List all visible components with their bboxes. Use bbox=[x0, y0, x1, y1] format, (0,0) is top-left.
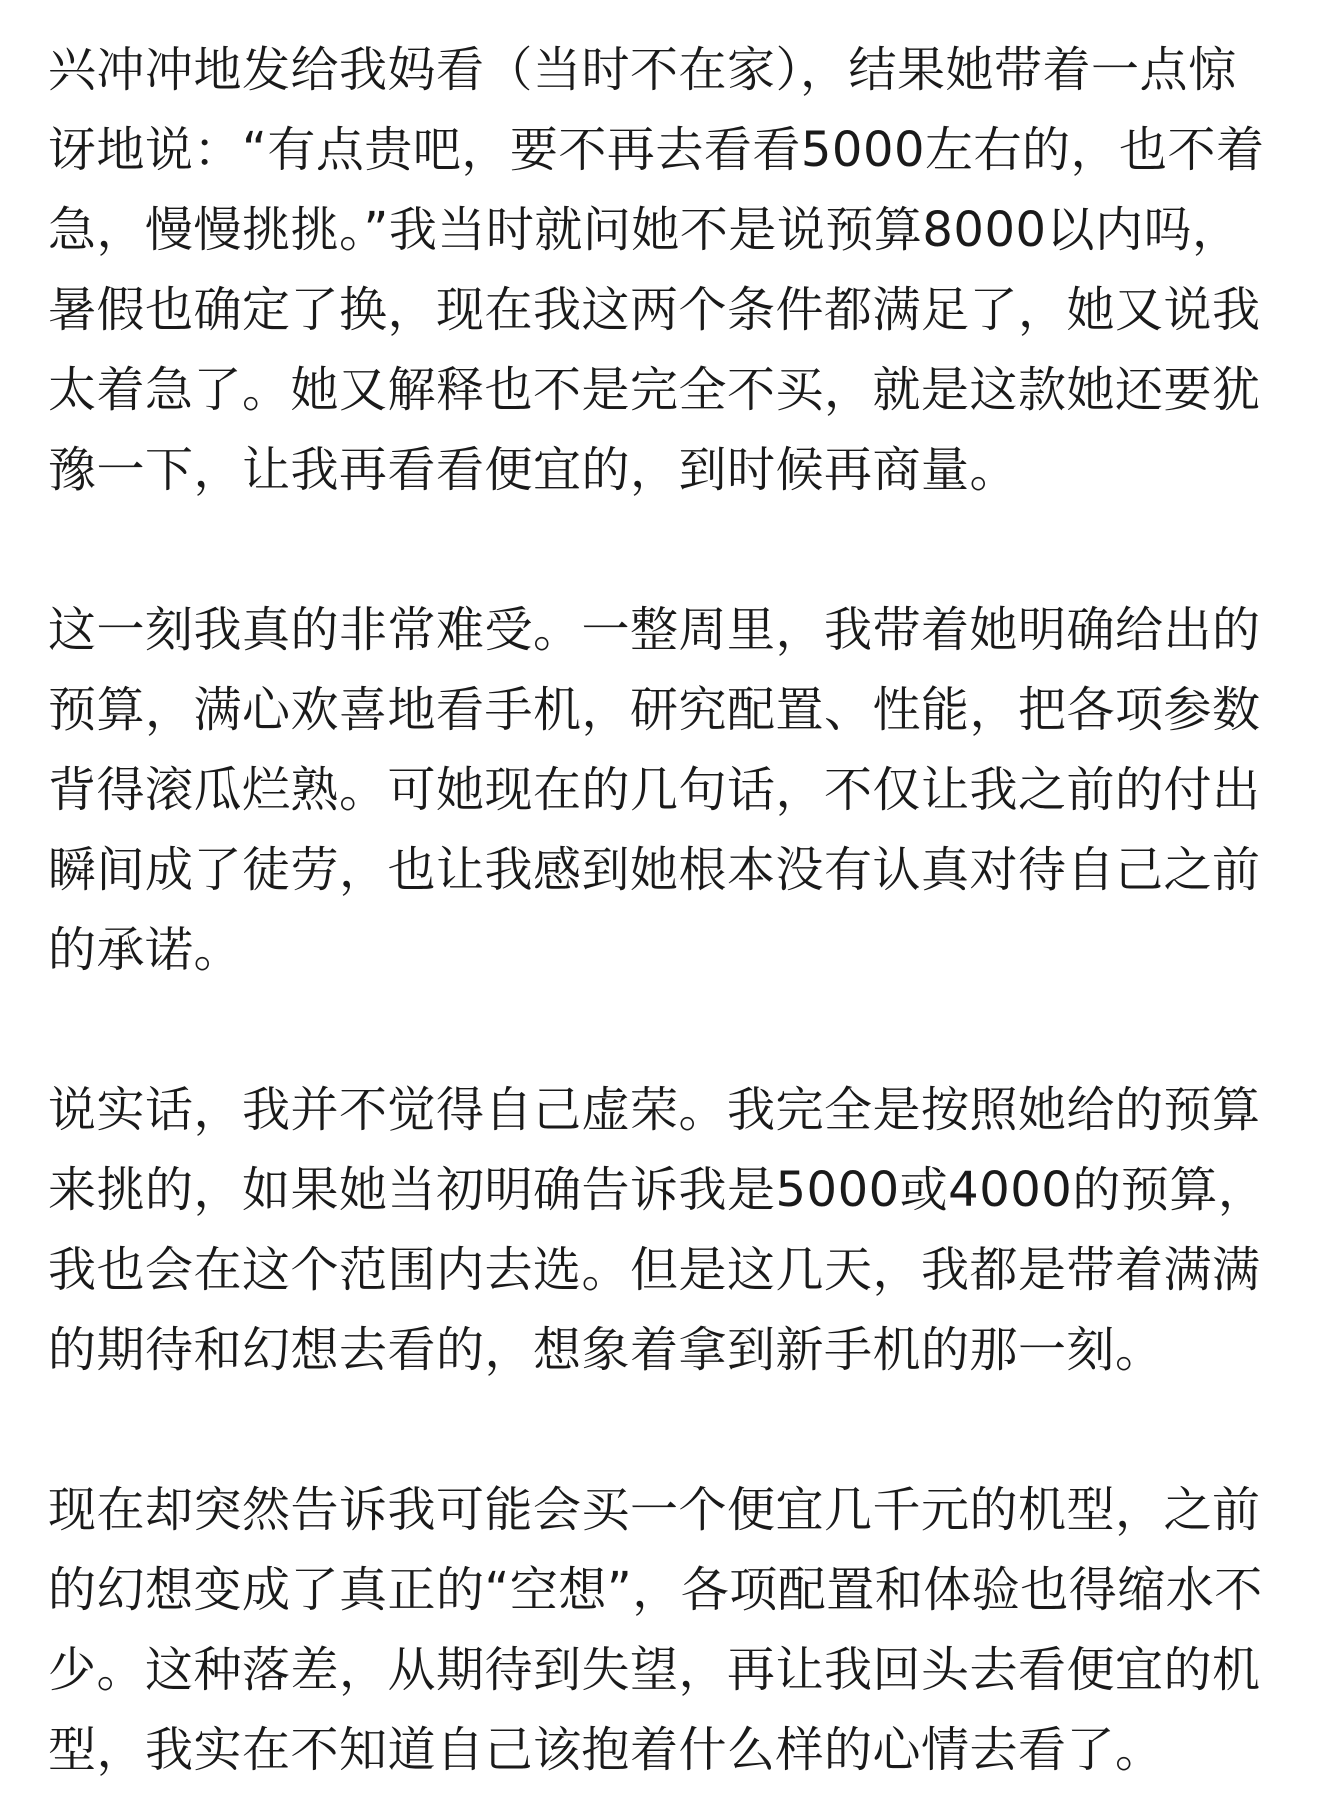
article-paragraph: 现在却突然告诉我可能会买一个便宜几千元的机型，之前的幻想变成了真正的“空想”，各项配置和体验也得缩水不少。这种落差，从期待到失望，再让我回头去看便宜的机型，我实在不知道自己该抱着什么样的心情去看了。 bbox=[48, 1482, 1263, 1778]
article-body bbox=[48, 30, 1270, 1790]
article-paragraph: 兴冲冲地发给我妈看（当时不在家），结果她带着一点惊讶地说：“有点贵吧，要不再去看看5000左右的，也不着急，慢慢挑挑。”我当时就问她不是说预算8000以内吗，暑假也确定了换，现在我这两个条件都满足了，她又说我太着急了。她又解释也不是完全不买，就是这款她还要犹豫一下，让我再看看便宜的，到时候再商量。 bbox=[48, 42, 1265, 498]
article-paragraph: 这一刻我真的非常难受。一整周里，我带着她明确给出的预算，满心欢喜地看手机，研究配置、性能，把各项参数背得滚瓜烂熟。可她现在的几句话，不仅让我之前的付出瞬间成了徒劳，也让我感到她根本没有认真对待自己之前的承诺。 bbox=[48, 602, 1261, 978]
article-paragraph: 说实话，我并不觉得自己虚荣。我完全是按照她给的预算来挑的，如果她当初明确告诉我是5000或4000的预算，我也会在这个范围内去选。但是这几天，我都是带着满满的期待和幻想去看的，想象着拿到新手机的那一刻。 bbox=[48, 1082, 1267, 1378]
